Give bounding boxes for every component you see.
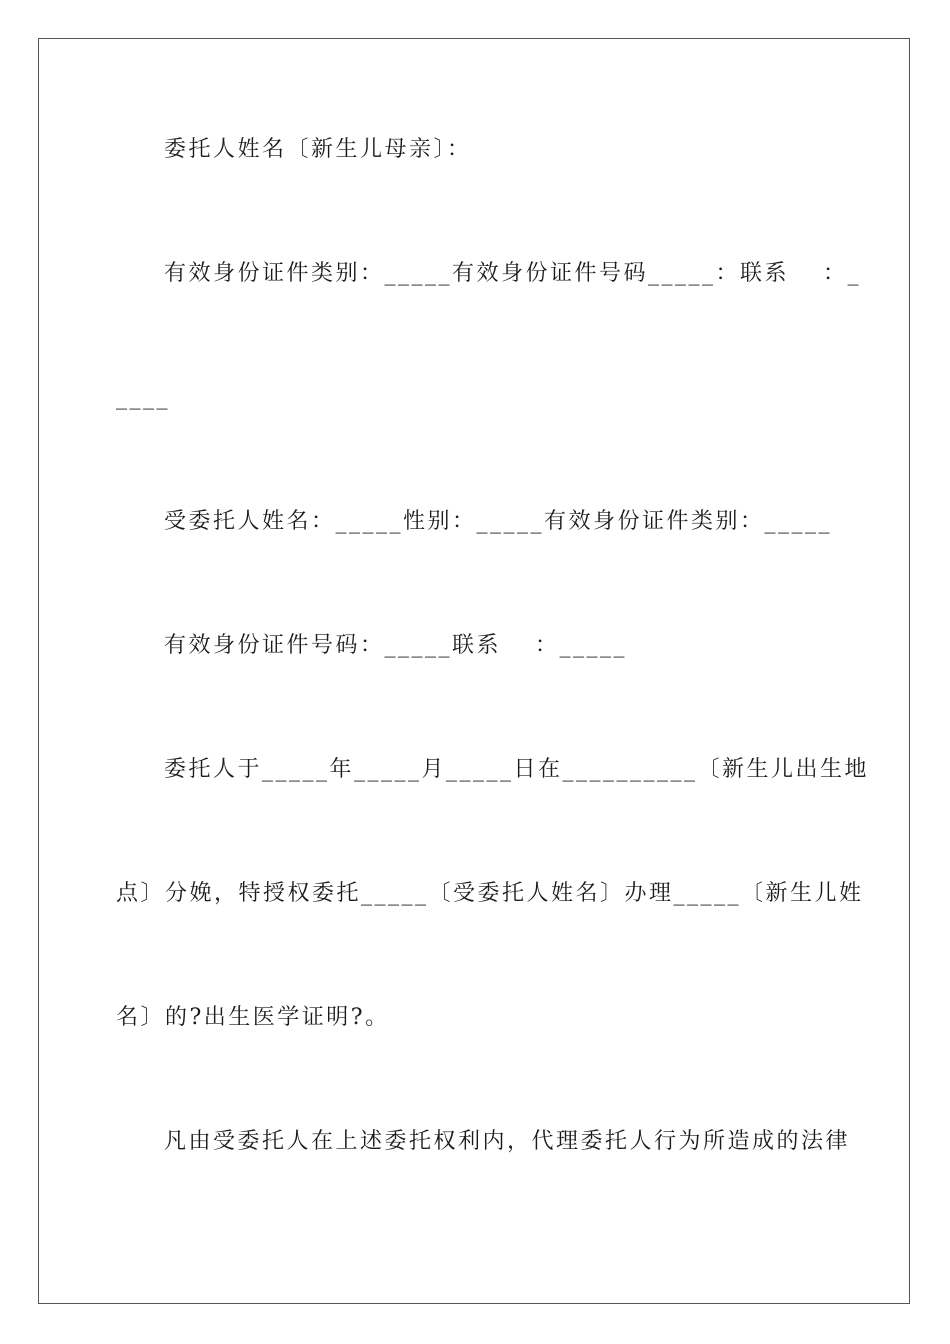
agent-name-line: 受委托人姓名：_____性别：_____有效身份证件类别：_____ (164, 509, 833, 534)
agent-id-line: 有效身份证件号码：_____联系 ：_____ (164, 633, 627, 658)
authorization-paragraph-line-3: 名〕的?出生医学证明?。 (116, 1005, 390, 1030)
authorization-paragraph-line-1: 委托人于_____年_____月_____日在__________〔新生儿出生地 (164, 757, 870, 782)
principal-contact-continuation: ____ (116, 385, 170, 410)
principal-id-line: 有效身份证件类别：_____有效身份证件号码_____：联系 ：_ (164, 261, 861, 286)
authorization-paragraph-line-2: 点〕分娩，特授权委托_____〔受委托人姓名〕办理_____〔新生儿姓 (116, 881, 864, 906)
page-border (38, 38, 910, 1304)
liability-paragraph-line-1: 凡由受委托人在上述委托权利内，代理委托人行为所造成的法律 (164, 1129, 851, 1154)
principal-name-line: 委托人姓名〔新生儿母亲〕： (164, 137, 472, 162)
